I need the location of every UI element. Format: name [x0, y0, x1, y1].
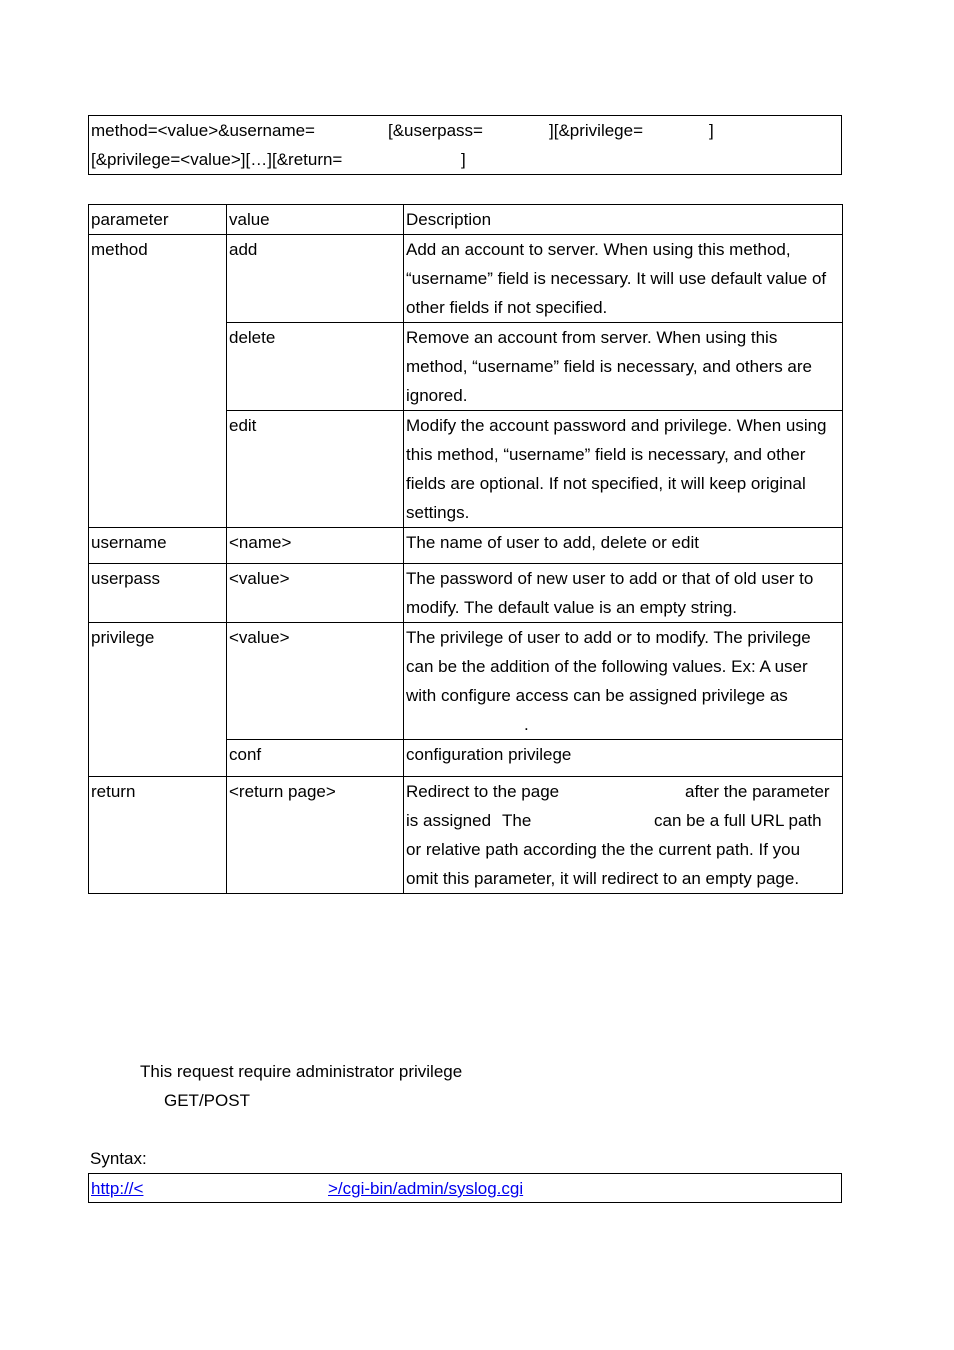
- syntax-url-box: [88, 1173, 842, 1203]
- desc-return-line4: omit this parameter, it will redirect to an empty page.: [406, 869, 800, 888]
- header-description: Description: [404, 205, 843, 235]
- desc-conf: configuration privilege: [404, 740, 843, 777]
- syntax-line-2-part-2: ]: [461, 150, 466, 169]
- desc-return-line3: or relative path according the the current path. If you: [406, 840, 801, 859]
- desc-userpass: The password of new user to add or that of old user to modify. The default value is an empty string.: [404, 564, 843, 623]
- desc-privilege: [404, 623, 843, 740]
- value-userpass: <value>: [227, 564, 404, 623]
- method-note: GET/POST: [164, 1091, 250, 1110]
- syntax-url-part-1[interactable]: http://<: [91, 1179, 144, 1198]
- value-privilege: <value>: [227, 623, 404, 740]
- value-add: add: [227, 235, 404, 323]
- value-return: <return page>: [227, 777, 404, 894]
- table-row-privilege: [89, 623, 843, 740]
- parameter-table: [88, 204, 843, 894]
- table-row-username: [89, 528, 843, 564]
- desc-edit: Modify the account password and privilege. When using this method, “username” field is necessary, and other fields are optional. If not specified, it will keep original settings.: [404, 411, 843, 528]
- syntax-line-1-part-1: method=<value>&username=: [91, 121, 315, 140]
- param-userpass: userpass: [89, 564, 227, 623]
- desc-return-line1-a: Redirect to the page: [406, 782, 560, 801]
- desc-privilege-text: The privilege of user to add or to modify. The privilege can be the addition of the following values. Ex: A user with configure access can be assigned privilege as: [406, 628, 811, 705]
- table-row-userpass: [89, 564, 843, 623]
- header-value: value: [227, 205, 404, 235]
- syntax-label: Syntax:: [90, 1149, 147, 1168]
- syntax-url-part-2[interactable]: >/cgi-bin/admin/syslog.cgi: [328, 1179, 524, 1198]
- header-parameter: parameter: [89, 205, 227, 235]
- desc-username: The name of user to add, delete or edit: [404, 528, 843, 564]
- table-row-return: [89, 777, 843, 894]
- desc-privilege-end: .: [524, 715, 529, 734]
- desc-return-line2-c: can be a full URL path: [654, 811, 822, 830]
- syntax-line-1-part-4: ]: [709, 121, 714, 140]
- value-delete: delete: [227, 323, 404, 411]
- param-method: method: [89, 235, 227, 528]
- desc-return-line2-b: The: [502, 811, 532, 830]
- desc-return: [404, 777, 843, 894]
- value-username: <name>: [227, 528, 404, 564]
- table-row-add: [89, 235, 843, 323]
- desc-add: Add an account to server. When using this method, “username” field is necessary. It will use default value of other fields if not specified.: [404, 235, 843, 323]
- privilege-note: This request require administrator privilege: [140, 1062, 463, 1081]
- syntax-box: [88, 115, 842, 175]
- desc-delete: Remove an account from server. When using this method, “username” field is necessary, and others are ignored.: [404, 323, 843, 411]
- param-username: username: [89, 528, 227, 564]
- syntax-url-gap[interactable]: [158, 1178, 328, 1200]
- param-return: return: [89, 777, 227, 894]
- syntax-line-1-part-3: ][&privilege=: [549, 121, 644, 140]
- syntax-line-1-part-2: [&userpass=: [388, 121, 483, 140]
- param-privilege: privilege: [89, 623, 227, 777]
- syntax-line-2-part-1: [&privilege=<value>][…][&return=: [91, 150, 343, 169]
- desc-return-line1-b: after the parameter: [685, 782, 830, 801]
- table-header-row: [89, 205, 843, 235]
- desc-return-line2-a: is assigned: [406, 811, 492, 830]
- value-conf: conf: [227, 740, 404, 777]
- value-edit: edit: [227, 411, 404, 528]
